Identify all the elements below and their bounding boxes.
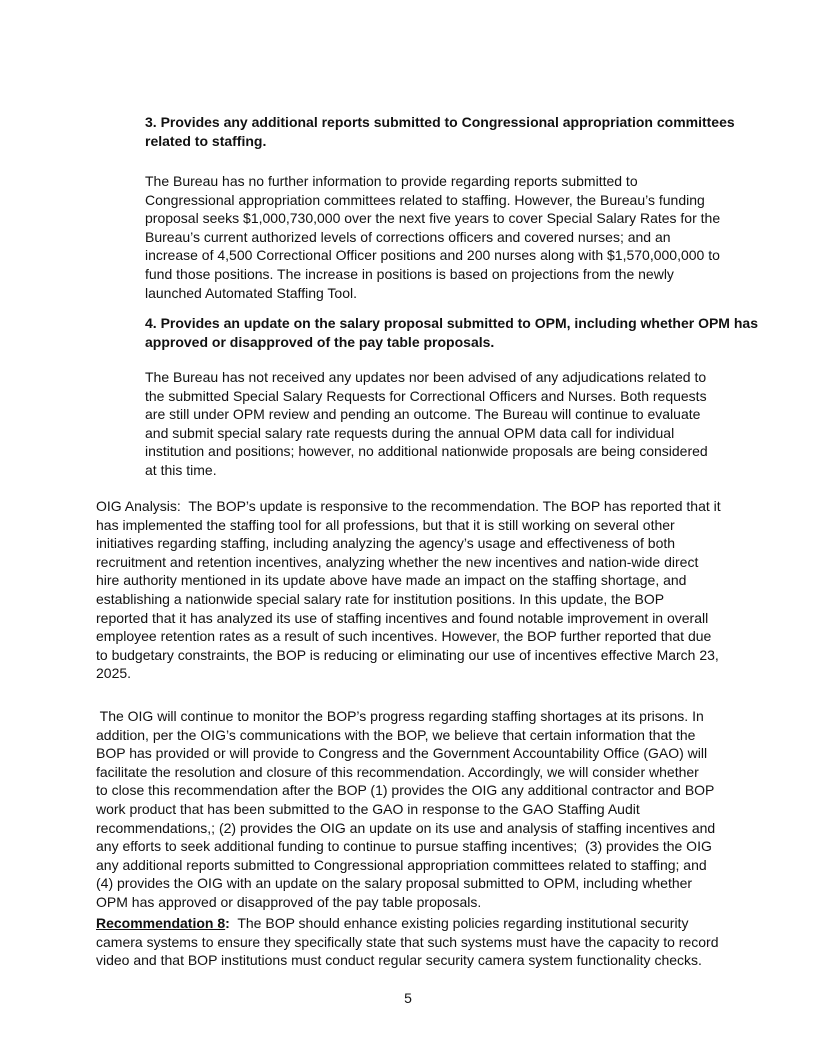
oig-analysis-label: OIG Analysis: [96,498,181,514]
item-3-heading [145,113,735,150]
text-line: hire authority mentioned in its update above have made an impact on the staffing shortage, and [96,572,687,589]
page-number: 5 [404,990,412,1006]
recommendation-first-line: The BOP should enhance existing policies regarding institutional security [229,915,689,931]
oig-analysis-lines [96,516,721,683]
text-line: establishing a nationwide special salary rate for institution positions. In this update, the BOP [96,590,665,607]
item-3-response [145,172,720,302]
text-line: fund those positions. The increase in positions is based on projections from the newly [145,265,674,282]
oig-analysis-first-line: The BOP’s update is responsive to the recommendation. The BOP has reported that it [180,498,721,514]
text-line: work product that has been submitted to the GAO in response to the GAO Staffing Audit [96,800,640,817]
text-line: 4. Provides an update on the salary proposal submitted to OPM, including whether OPM has [145,315,758,331]
text-line: are still under OPM review and pending an outcome. The Bureau will continue to evaluate [145,406,701,423]
text-line: Bureau’s current authorized levels of corrections officers and covered nurses; and an [145,228,671,245]
text-line: increase of 4,500 Correctional Officer positions and 200 nurses along with $1,570,000,000 to [145,247,720,264]
text-line: any efforts to seek additional funding to continue to pursue staffing incentives; (3) provides the OIG [96,838,712,855]
recommendation-lines [96,933,719,970]
text-line: the submitted Special Salary Requests for Correctional Officers and Nurses. Both requests [145,387,707,404]
item-4-response [145,368,708,480]
text-line: approved or disapproved of the pay table proposals. [145,333,495,350]
oig-followup-paragraph [96,707,715,912]
text-line: proposal seeks $1,000,730,000 over the next five years to cover Special Salary Rates for the [145,210,721,227]
text-line: launched Automated Staffing Tool. [145,284,357,301]
text-line: video and that BOP institutions must conduct regular security camera system functionality checks. [96,952,702,969]
text-line: (4) provides the OIG with an update on the salary proposal submitted to OPM, including whether [96,875,693,892]
text-line: related to staffing. [145,132,267,149]
text-line: at this time. [145,461,217,478]
text-line: The OIG will continue to monitor the BOP’s progress regarding staffing shortages at its prisons. In [96,708,704,724]
text-line: BOP has provided or will provide to Congress and the Government Accountability Office (GAO) will [96,745,708,762]
text-line: employee retention rates as a result of such incentives. However, the BOP further reported that due [96,628,712,645]
item-4-heading [145,314,758,351]
text-line: institution and positions; however, no additional nationwide proposals are being considered [145,443,708,460]
text-line: has implemented the staffing tool for all professions, but that it is still working on several other [96,516,675,533]
text-line: any additional reports submitted to Congressional appropriation committees related to staffing; and [96,856,707,873]
text-line: Congressional appropriation committees related to staffing. However, the Bureau’s funding [145,191,705,208]
text-line: initiatives regarding staffing, including analyzing the agency’s usage and effectiveness of both [96,535,676,552]
text-line: reported that it has analyzed its use of staffing incentives and found notable improvement in overall [96,609,709,626]
oig-analysis-paragraph [96,497,721,683]
text-line: to budgetary constraints, the BOP is reducing or eliminating our use of incentives effective March 23, [96,646,719,663]
recommendation-label: Recommendation 8 [96,915,226,931]
text-line: The Bureau has no further information to provide regarding reports submitted to [145,173,638,189]
recommendation-colon: : [225,915,230,931]
text-line: to close this recommendation after the BOP (1) provides the OIG any additional contractor and BOP [96,782,715,799]
text-line: OPM has approved or disapproved of the pay table proposals. [96,893,482,910]
text-line: 2025. [96,665,132,682]
text-line: recommendations,; (2) provides the OIG an update on its use and analysis of staffing incentives and [96,819,716,836]
text-line: 3. Provides any additional reports submitted to Congressional appropriation committees [145,114,735,130]
text-line: and submit special salary rate requests during the annual OPM data call for individual [145,424,675,441]
text-line: addition, per the OIG’s communications with the BOP, we believe that certain information that the [96,726,696,743]
recommendation-8-paragraph [96,914,719,970]
text-line: The Bureau has not received any updates nor been advised of any adjudications related to [145,369,707,385]
text-line: facilitate the resolution and closure of this recommendation. Accordingly, we will consider whether [96,763,699,780]
text-line: camera systems to ensure they specifically state that such systems must have the capacity to record [96,933,719,950]
text-line: recruitment and retention incentives, analyzing whether the new incentives and nation-wide direct [96,553,699,570]
